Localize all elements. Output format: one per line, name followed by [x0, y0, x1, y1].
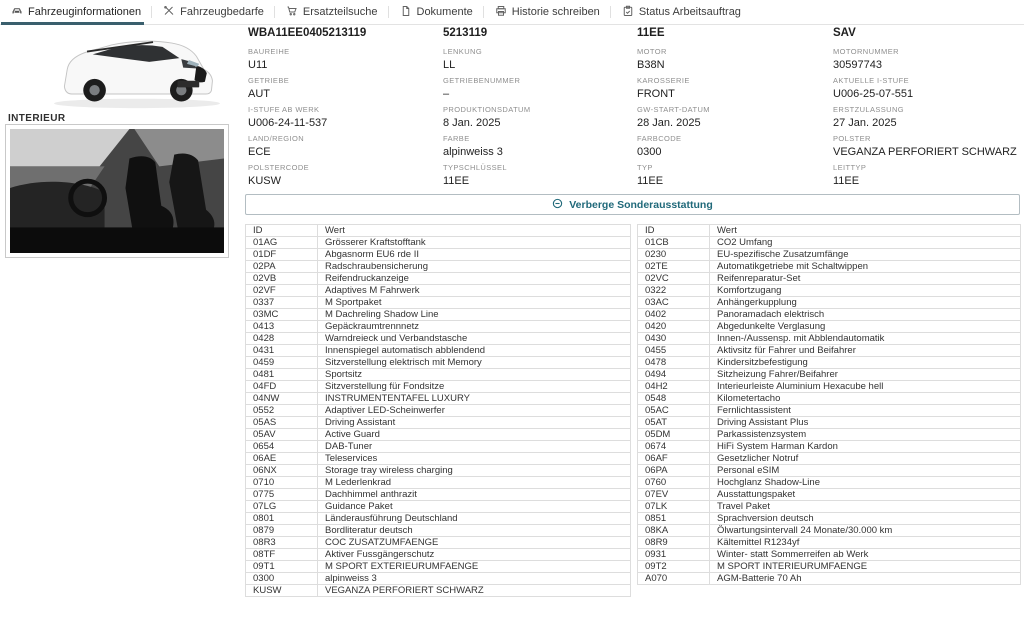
info-field [637, 76, 833, 105]
equipment-wert-cell: Parkassistenzsystem [710, 429, 1021, 441]
equipment-wert-cell: Gesetzlicher Notruf [710, 453, 1021, 465]
equipment-id-cell: 02PA [246, 261, 318, 273]
info-field [637, 134, 833, 163]
column-header-id: ID [638, 225, 710, 237]
equipment-id-cell: 0455 [638, 345, 710, 357]
equipment-id-cell: 0801 [246, 513, 318, 525]
table-row [638, 453, 1021, 465]
table-row [246, 249, 631, 261]
table-row [246, 417, 631, 429]
field-value: 5213119 [443, 27, 488, 39]
table-row [638, 333, 1021, 345]
info-field [833, 76, 1020, 105]
field-value: alpinweiss 3 [443, 146, 503, 158]
table-row [246, 369, 631, 381]
field-label: GETRIEBE [248, 76, 290, 85]
equipment-wert-cell: Warndreieck und Verbandstasche [318, 333, 631, 345]
equipment-wert-cell: Anhängerkupplung [710, 297, 1021, 309]
equipment-wert-cell: Abgasnorm EU6 rde II [318, 249, 631, 261]
field-label: TYPSCHLÜSSEL [443, 163, 507, 172]
field-label: I-STUFE AB WERK [248, 105, 320, 114]
equipment-id-cell: 0548 [638, 393, 710, 405]
equipment-wert-cell: Reifendruckanzeige [318, 273, 631, 285]
table-row [638, 417, 1021, 429]
equipment-id-cell: 05DM [638, 429, 710, 441]
equipment-wert-cell: Guidance Paket [318, 501, 631, 513]
equipment-wert-cell: alpinweiss 3 [318, 573, 631, 585]
equipment-id-cell: 0402 [638, 309, 710, 321]
equipment-wert-cell: Radschraubensicherung [318, 261, 631, 273]
equipment-id-cell: 01AG [246, 237, 318, 249]
info-field [248, 47, 443, 76]
table-row [638, 393, 1021, 405]
table-row [638, 477, 1021, 489]
table-row [246, 561, 631, 573]
field-value: LL [443, 59, 456, 71]
info-field [637, 105, 833, 134]
field-value: 0300 [637, 146, 662, 158]
column-header-wert: Wert [710, 225, 1021, 237]
equipment-id-cell: 0710 [246, 477, 318, 489]
equipment-wert-cell: Sportsitz [318, 369, 631, 381]
table-row [246, 453, 631, 465]
field-value: B38N [637, 59, 665, 71]
table-row [638, 273, 1021, 285]
equipment-id-cell: 02VF [246, 285, 318, 297]
field-value: VEGANZA PERFORIERT SCHWARZ [833, 146, 1017, 158]
equipment-wert-cell: Automatikgetriebe mit Schaltwippen [710, 261, 1021, 273]
equipment-wert-cell: Komfortzugang [710, 285, 1021, 297]
equipment-wert-cell: Kindersitzbefestigung [710, 357, 1021, 369]
info-field [248, 76, 443, 105]
equipment-id-cell: 07EV [638, 489, 710, 501]
field-label: AKTUELLE I-STUFE [833, 76, 909, 85]
equipment-wert-cell: Dachhimmel anthrazit [318, 489, 631, 501]
equipment-id-cell: 06AF [638, 453, 710, 465]
field-label: FARBCODE [637, 134, 682, 143]
equipment-id-cell: 07LG [246, 501, 318, 513]
equipment-id-cell: 04H2 [638, 381, 710, 393]
equipment-id-cell: 0430 [638, 333, 710, 345]
equipment-id-cell: 0230 [638, 249, 710, 261]
printer-icon [495, 5, 507, 20]
tab-label: Status Arbeitsauftrag [638, 6, 741, 18]
equipment-id-cell: 0413 [246, 321, 318, 333]
table-row [246, 357, 631, 369]
info-field [833, 47, 1020, 76]
vehicle-interior-image [10, 129, 224, 253]
equipment-wert-cell: Innen-/Aussensp. mit Abblendautomatik [710, 333, 1021, 345]
table-row [638, 405, 1021, 417]
equipment-wert-cell: M Sportpaket [318, 297, 631, 309]
equipment-wert-cell: INSTRUMENTENTAFEL LUXURY [318, 393, 631, 405]
equipment-id-cell: 0420 [638, 321, 710, 333]
field-value: – [443, 88, 450, 100]
table-row [246, 489, 631, 501]
equipment-id-cell: KUSW [246, 585, 318, 597]
info-field [443, 27, 637, 47]
table-row [638, 513, 1021, 525]
vehicle-interior-frame [5, 124, 229, 258]
equipment-id-cell: 08TF [246, 549, 318, 561]
equipment-id-cell: 09T1 [246, 561, 318, 573]
equipment-wert-cell: Reifenreparatur-Set [710, 273, 1021, 285]
equipment-id-cell: 0760 [638, 477, 710, 489]
table-row [246, 285, 631, 297]
table-row [246, 405, 631, 417]
equipment-wert-cell: Innenspiegel automatisch abblendend [318, 345, 631, 357]
info-field [248, 27, 443, 47]
field-label: PRODUKTIONSDATUM [443, 105, 531, 114]
table-row [246, 237, 631, 249]
equipment-id-cell: 0481 [246, 369, 318, 381]
field-value: U11 [248, 59, 268, 71]
tab-label: Fahrzeuginformationen [28, 6, 142, 18]
field-value: WBA11EE0405213119 [248, 27, 367, 39]
info-field [248, 105, 443, 134]
table-row [638, 501, 1021, 513]
tab-status-arbeitsauftrag[interactable] [611, 0, 752, 24]
tab-label: Dokumente [416, 6, 473, 18]
equipment-table-right [637, 224, 1021, 585]
equipment-id-cell: 06NX [246, 465, 318, 477]
equipment-id-cell: 02TE [638, 261, 710, 273]
field-value: SAV [833, 27, 856, 39]
equipment-wert-cell: Ausstattungspaket [710, 489, 1021, 501]
table-row [246, 513, 631, 525]
equipment-wert-cell: EU-spezifische Zusatzumfänge [710, 249, 1021, 261]
table-row [638, 357, 1021, 369]
table-row [246, 273, 631, 285]
table-row [638, 285, 1021, 297]
car-icon [11, 5, 23, 20]
table-row [246, 297, 631, 309]
equipment-id-cell: 0431 [246, 345, 318, 357]
equipment-wert-cell: Bordliteratur deutsch [318, 525, 631, 537]
equipment-wert-cell: AGM-Batterie 70 Ah [710, 573, 1021, 585]
info-field [833, 105, 1020, 134]
equipment-id-cell: 0300 [246, 573, 318, 585]
table-header-row [246, 225, 631, 237]
info-field [248, 134, 443, 163]
table-row [638, 381, 1021, 393]
equipment-id-cell: 03MC [246, 309, 318, 321]
tab-label: Fahrzeugbedarfe [180, 6, 264, 18]
clipboard-status-icon [622, 5, 634, 20]
info-field [637, 27, 833, 47]
table-row [638, 369, 1021, 381]
equipment-wert-cell: Kältemittel R1234yf [710, 537, 1021, 549]
info-field [833, 163, 1020, 192]
info-field [443, 76, 637, 105]
equipment-wert-cell: Interieurleiste Aluminium Hexacube hell [710, 381, 1021, 393]
table-row [638, 549, 1021, 561]
equipment-wert-cell: M SPORT EXTERIEURUMFAENGE [318, 561, 631, 573]
equipment-id-cell: 01CB [638, 237, 710, 249]
table-row [246, 393, 631, 405]
field-label: LENKUNG [443, 47, 483, 56]
tab-fahrzeuginformationen[interactable] [0, 0, 152, 24]
table-row [638, 561, 1021, 573]
equipment-id-cell: 05AC [638, 405, 710, 417]
equipment-id-cell: 04NW [246, 393, 318, 405]
table-row [638, 249, 1021, 261]
equipment-id-cell: 0931 [638, 549, 710, 561]
equipment-id-cell: 08R3 [246, 537, 318, 549]
equipment-id-cell: 08KA [638, 525, 710, 537]
table-row [246, 465, 631, 477]
equipment-id-cell: 0674 [638, 441, 710, 453]
equipment-id-cell: 0322 [638, 285, 710, 297]
equipment-wert-cell: Länderausführung Deutschland [318, 513, 631, 525]
table-row [638, 237, 1021, 249]
table-row [638, 441, 1021, 453]
table-row [638, 261, 1021, 273]
equipment-wert-cell: M SPORT INTERIEURUMFAENGE [710, 561, 1021, 573]
field-value: KUSW [248, 175, 281, 187]
equipment-id-cell: 0879 [246, 525, 318, 537]
field-value: AUT [248, 88, 270, 100]
equipment-id-cell: 02VC [638, 273, 710, 285]
equipment-wert-cell: Driving Assistant Plus [710, 417, 1021, 429]
equipment-wert-cell: Panoramadach elektrisch [710, 309, 1021, 321]
equipment-wert-cell: VEGANZA PERFORIERT SCHWARZ [318, 585, 631, 597]
table-row [638, 525, 1021, 537]
field-value: ECE [248, 146, 271, 158]
equipment-id-cell: 0494 [638, 369, 710, 381]
vehicle-info-grid [248, 27, 1020, 192]
equipment-wert-cell: Sitzverstellung elektrisch mit Memory [318, 357, 631, 369]
equipment-wert-cell: Hochglanz Shadow-Line [710, 477, 1021, 489]
field-value: 11EE [443, 175, 470, 187]
field-value: 11EE [833, 175, 860, 187]
equipment-id-cell: 05AT [638, 417, 710, 429]
tab-historie-schreiben[interactable] [484, 0, 611, 24]
field-label: TYP [637, 163, 653, 172]
table-row [246, 429, 631, 441]
equipment-id-cell: 01DF [246, 249, 318, 261]
table-row [638, 321, 1021, 333]
field-label: GETRIEBENUMMER [443, 76, 521, 85]
equipment-id-cell: 0459 [246, 357, 318, 369]
info-field [248, 163, 443, 192]
field-label: POLSTER [833, 134, 871, 143]
field-value: U006-25-07-551 [833, 88, 914, 100]
field-value: 8 Jan. 2025 [443, 117, 501, 129]
table-row [246, 573, 631, 585]
equipment-wert-cell: DAB-Tuner [318, 441, 631, 453]
field-label: GW-START-DATUM [637, 105, 710, 114]
equipment-wert-cell: Storage tray wireless charging [318, 465, 631, 477]
minus-circle-icon [552, 198, 563, 212]
equipment-wert-cell: Winter- statt Sommerreifen ab Werk [710, 549, 1021, 561]
equipment-id-cell: A070 [638, 573, 710, 585]
equipment-id-cell: 04FD [246, 381, 318, 393]
equipment-wert-cell: CO2 Umfang [710, 237, 1021, 249]
equipment-id-cell: 09T2 [638, 561, 710, 573]
equipment-wert-cell: M Dachreling Shadow Line [318, 309, 631, 321]
toggle-button-label: Verberge Sonderausstattung [569, 198, 713, 211]
equipment-id-cell: 0775 [246, 489, 318, 501]
equipment-wert-cell: Sitzheizung Fahrer/Beifahrer [710, 369, 1021, 381]
cart-icon [286, 5, 298, 20]
column-header-id: ID [246, 225, 318, 237]
equipment-id-cell: 06PA [638, 465, 710, 477]
equipment-wert-cell: M Lederlenkrad [318, 477, 631, 489]
field-value: 28 Jan. 2025 [637, 117, 701, 129]
equipment-id-cell: 03AC [638, 297, 710, 309]
equipment-wert-cell: Ölwartungsintervall 24 Monate/30.000 km [710, 525, 1021, 537]
equipment-wert-cell: Grösserer Kraftstofftank [318, 237, 631, 249]
table-row [246, 345, 631, 357]
table-row [246, 477, 631, 489]
tab-dokumente[interactable] [389, 0, 484, 24]
equipment-id-cell: 0337 [246, 297, 318, 309]
info-field [443, 163, 637, 192]
field-label: MOTOR [637, 47, 667, 56]
equipment-wert-cell: Gepäckraumtrennnetz [318, 321, 631, 333]
info-field [443, 134, 637, 163]
tab-bar [0, 0, 1024, 25]
document-icon [400, 5, 412, 20]
table-header-row [638, 225, 1021, 237]
equipment-id-cell: 0851 [638, 513, 710, 525]
equipment-wert-cell: Adaptiver LED-Scheinwerfer [318, 405, 631, 417]
equipment-wert-cell: Fernlichtassistent [710, 405, 1021, 417]
field-label: FARBE [443, 134, 470, 143]
equipment-table-left [245, 224, 631, 597]
field-label: LEITTYP [833, 163, 867, 172]
vehicle-exterior-image [38, 24, 236, 114]
table-row [246, 381, 631, 393]
info-field [833, 27, 1020, 47]
info-field [637, 163, 833, 192]
field-label: LAND/REGION [248, 134, 305, 143]
equipment-wert-cell: Personal eSIM [710, 465, 1021, 477]
equipment-id-cell: 0428 [246, 333, 318, 345]
equipment-id-cell: 0478 [638, 357, 710, 369]
tools-icon [163, 5, 175, 20]
equipment-wert-cell: Active Guard [318, 429, 631, 441]
equipment-wert-cell: Sprachversion deutsch [710, 513, 1021, 525]
equipment-wert-cell: Kilometertacho [710, 393, 1021, 405]
equipment-wert-cell: Travel Paket [710, 501, 1021, 513]
field-value: 11EE [637, 175, 664, 187]
equipment-id-cell: 0552 [246, 405, 318, 417]
equipment-wert-cell: Abgedunkelte Verglasung [710, 321, 1021, 333]
table-row [246, 321, 631, 333]
table-row [246, 441, 631, 453]
equipment-id-cell: 07LK [638, 501, 710, 513]
info-field [443, 105, 637, 134]
equipment-wert-cell: Teleservices [318, 453, 631, 465]
equipment-wert-cell: HiFi System Harman Kardon [710, 441, 1021, 453]
info-field [833, 134, 1020, 163]
field-label: ERSTZULASSUNG [833, 105, 905, 114]
column-header-wert: Wert [318, 225, 631, 237]
equipment-id-cell: 05AV [246, 429, 318, 441]
equipment-id-cell: 05AS [246, 417, 318, 429]
table-row [246, 501, 631, 513]
tab-label: Historie schreiben [511, 6, 600, 18]
equipment-wert-cell: COC ZUSATZUMFAENGE [318, 537, 631, 549]
table-row [246, 537, 631, 549]
table-row [638, 429, 1021, 441]
table-row [638, 309, 1021, 321]
equipment-id-cell: 02VB [246, 273, 318, 285]
table-row [638, 297, 1021, 309]
equipment-wert-cell: Sitzverstellung für Fondsitze [318, 381, 631, 393]
table-row [638, 573, 1021, 585]
field-value: 30597743 [833, 59, 882, 71]
tab-ersatzteilsuche[interactable] [275, 0, 389, 24]
table-row [246, 333, 631, 345]
field-label: KAROSSERIE [637, 76, 690, 85]
equipment-wert-cell: Adaptives M Fahrwerk [318, 285, 631, 297]
field-value: 27 Jan. 2025 [833, 117, 897, 129]
equipment-id-cell: 06AE [246, 453, 318, 465]
equipment-wert-cell: Aktiver Fussgängerschutz [318, 549, 631, 561]
interieur-heading: INTERIEUR [8, 113, 66, 124]
info-field [637, 47, 833, 76]
table-row [638, 345, 1021, 357]
field-value: FRONT [637, 88, 675, 100]
table-row [638, 537, 1021, 549]
field-label: BAUREIHE [248, 47, 290, 56]
equipment-wert-cell: Aktivsitz für Fahrer und Beifahrer [710, 345, 1021, 357]
equipment-wert-cell: Driving Assistant [318, 417, 631, 429]
table-row [246, 309, 631, 321]
tab-label: Ersatzteilsuche [302, 6, 378, 18]
table-row [246, 261, 631, 273]
field-value: U006-24-11-537 [248, 117, 328, 129]
tab-fahrzeugbedarfe[interactable] [152, 0, 275, 24]
equipment-id-cell: 08R9 [638, 537, 710, 549]
table-row [638, 465, 1021, 477]
table-row [246, 549, 631, 561]
field-label: POLSTERCODE [248, 163, 310, 172]
field-label: MOTORNUMMER [833, 47, 899, 56]
field-value: 11EE [637, 27, 665, 39]
table-row [638, 489, 1021, 501]
equipment-id-cell: 0654 [246, 441, 318, 453]
info-field [443, 47, 637, 76]
table-row [246, 585, 631, 597]
toggle-sonderausstattung-button[interactable] [245, 194, 1020, 215]
table-row [246, 525, 631, 537]
